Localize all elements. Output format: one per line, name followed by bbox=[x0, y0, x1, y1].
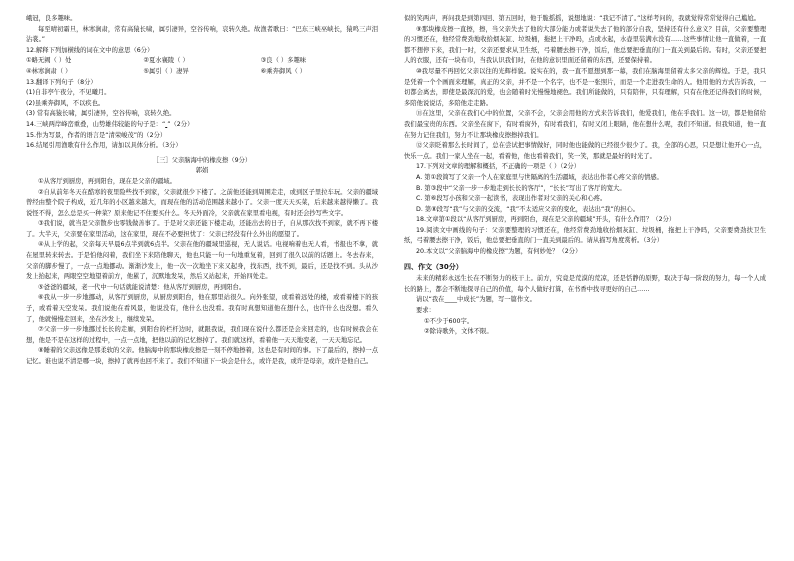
option: ⑥乘奔御风（ ） bbox=[260, 67, 307, 75]
option: D. 第⑧段写“我”与父亲的交流，“我”不太适应父亲的变化，表达出“我”的担心。 bbox=[416, 205, 639, 213]
paragraph: ⑩我尽量不再回忆父亲以往的光辉样貌。说实在的，我一直不愿想到那一幕，我们在脑海里留着太多父亲的辉煌。于是，我只是凭着一个个画面来理解，真正的父亲，并不是一个名字，也不是一张照片，而是一个走进我生命的人。他用他的方式告诉我，一切都会离去，即使是最深沉的爱，也会随着时光慢慢地褪色。我们所能做的，只有陪伴，只有理解，只有在他还记得我们的时候，多陪他说说话，多陪他走走路。 bbox=[404, 67, 766, 107]
requirement: ②除诗歌外，文体不限。 bbox=[424, 328, 493, 336]
left-top-line: 峨冠，良多趣味。 bbox=[26, 15, 77, 22]
paragraph: ⑪在这里，父亲在我们心中的位置，父亲不会，父亲会用他的方式来告诉我们，他爱我们，他在乎我们。这一切，都是他留给我们最宝贵的东西。父亲坐在窗下，有时看窗外，有时看我们，有时又闭上眼睛，他在想什么呢，我们不知道。但我知道，他一直在努力记住我们，努力不让那块橡皮擦擦掉我们。 bbox=[404, 110, 766, 139]
author: 郭娟 bbox=[195, 167, 209, 175]
question-13-item: (2)虽乘奔御风，不以疾也。 bbox=[26, 99, 105, 107]
question-13: 13.翻译下列句子（8分） bbox=[26, 78, 97, 86]
left-top-line: 每至晴初霜旦，林寒涧肃，常有高猿长啸，属引凄异，空谷传响，哀转久绝。故渔者歌曰：“巴东三峡巫峡长，猿鸣三声泪沾裳。” bbox=[26, 25, 378, 44]
question-16: 16.结尾引用渔歌有什么作用，请加以具体分析。（3分） bbox=[26, 142, 182, 150]
section-4-title: 四、作文（30分） bbox=[404, 262, 463, 271]
option: A. 第①段简写了父亲一个人在家庭里与世隔离的生活疆域，表达出作者心疼父亲的情感。 bbox=[416, 173, 663, 181]
paragraph: ①从客厅到厨房，再到阳台，现在是父亲的疆域。 bbox=[38, 177, 176, 185]
paragraph: ⑧睡着的父亲远像是那柔软的父亲。他脑海中的那块橡皮擦是一刻不停地擦着，这也是有时间的事。下了最后的，擦掉一点记忆。谁也说不清是哪一块，擦掉了就再也回不来了。我们不知道下一块会是什么，或许是我，或许是母亲，或许是他自己。 bbox=[26, 347, 378, 365]
paragraph: ⑥我从一步一步地挪动，从客厅到厨房，从厨房到阳台，他在那里站很久。向外张望，或看着远处的楼，或看着楼下的孩子，或看着天空发呆。我们说他在看风景，他说没有，他什么也没看。我有时真想知道他在想什么，也许什么也没想。看久了，他就慢慢走回来，坐在沙发上，继续发呆。 bbox=[26, 294, 378, 323]
essay-prompt: 请以“我在____中成长”为题，写一篇作文。 bbox=[416, 296, 536, 304]
essay-intro: 未来的精彩永远生长在不断努力的枝干上。前方，究竟是荒漠的荒凉，还是恬静的原野，取决于每一阶段的努力，每一个人成长的路上，都会不断地探寻自己的价值，每个人做好打算，在书香中找寻更好的自己…… bbox=[404, 275, 766, 293]
left-column bbox=[26, 14, 378, 368]
paragraph: ③我们说，就当是父亲散步也零钱做善事了。于是对父亲还能下楼走动，还能出去的日子，自从那次找不到家，就不再下楼了。大半天，父亲要在家里活动，这在家里，现在不必要担忧了：父亲已经没有什么外出的愿望了。 bbox=[26, 220, 378, 238]
question-13-item: (1)自非亭午夜分，不见曦月。 bbox=[26, 89, 111, 97]
option: B. 第③段中“父亲一步一步地走到长长的客厅”，“长长”写出了客厅的宽大。 bbox=[416, 184, 626, 192]
right-column bbox=[404, 14, 766, 338]
paragraph: ⑤爸爸的疆域，老一代中一句话就能说清楚：他从客厅到厨房，再到阳台。 bbox=[38, 283, 246, 291]
question-12-options bbox=[26, 67, 378, 78]
paragraph: ⑫父亲眨着那么长时间了，总在尝试把事情做好，同时他也能做的已经很少很少了。我，全部的心思，只是想让他开心一点，快乐一点。我们一家人坐在一起，看着他，他也看着我们，笑一笑，那就是最好的时光了。 bbox=[404, 142, 766, 160]
option: ④林寒涧肃（ ） bbox=[26, 67, 72, 75]
option: C. 第⑥段写小孩和父亲一起读书，表现出作者对父亲的关心和心疼。 bbox=[416, 195, 607, 203]
question-13-item: (3) 常有高猿长啸，属引凄异，空谷传响，哀转久绝。 bbox=[26, 110, 176, 118]
right-top-line: 似的笑两声，再问我是到第四回、第五回时，他于脆摇摇，说想地说：“我记不清了。”这样考问的，我就觉得常常觉得自己尴尬。 bbox=[404, 15, 760, 22]
option: ③良（ ）多趣味 bbox=[260, 57, 307, 65]
question-14: 14.三峡两岸峰峦重叠，山势雄伟较能的句子是：“ ”（2分） bbox=[26, 120, 194, 128]
question-17: 17.下列对文章的理解和概括，不正确的一项是（ ）（2分） bbox=[416, 163, 580, 171]
question-12: 12.解释下列加横线的词在文中的意思（6分） bbox=[26, 46, 154, 54]
question-15: 15.作为写景，作者的语言是“清荣峻茂”的（2分） bbox=[26, 131, 167, 139]
question-12-options bbox=[26, 56, 378, 67]
requirement: ①不少于600字。 bbox=[424, 317, 474, 325]
requirements-title: 要求： bbox=[416, 307, 435, 315]
option: ⑤属引（ ）凄异 bbox=[143, 67, 189, 75]
paragraph: ⑦父亲一步一步地挪过长长的走廊，到阳台的栏杆边时，就跟我说，我们现在说什么都还是会来回走的，也有时候我会在想，他是不是在这样的过程中，一点一点地，把他以前的记忆擦掉了。我们就这样，看着他一天天地变老，一天天地忘记。 bbox=[26, 326, 378, 344]
question-19: 19.阅读文中画线的句子：父亲要整理的习惯还在，他经常费劲地收拾烟灰缸、垃圾桶，拖把上干净吗，父亲要费劲扶卫生纸，弓着腰去擦干净，饭后，他总要把垂直的门一直关到最后的。请从描写角度赏析。（3分） bbox=[404, 226, 766, 245]
question-18: 18.文章第①段以“从客厅到厨房，再到阳台，现在是父亲的疆域”开头，有什么作用？（2分） bbox=[416, 216, 676, 224]
paragraph: ④从上学的起，父亲每天早晨6点半到就6点半。父亲在他的疆域里巡视，无人说话。电视响着也无人看，书报也不拿，就在屋里转来转去。于是怕他闷着，我们坐下来陪他聊天，他也只能一句一句地重复着，回到了很久以前的话题上。冬去春来，父亲的脚步慢了，一点一点地挪动。渐渐沙发上，他一次一次地坐下来又起身，找东西，找不到，最后，还是找不到。头从沙发上抬起来，两眼空空地望着前方，他累了，沉默地发呆，然后又站起来，开始四处走。 bbox=[26, 241, 378, 281]
section-3-title: ［三］父亲脑海中的橡皮擦（9分） bbox=[152, 156, 252, 164]
question-20: 20.本文以“父亲脑海中的橡皮擦”为题，有何妙处？（2分） bbox=[416, 248, 582, 256]
paragraph: ②自从前年冬天在酷寒的夜里险些找不到家，父亲就很少下楼了。之前他还能到周围走走，或到区子里拉车玩。父亲的疆域曾经由整个院子构成，近几年的小区越来越大，而现在他的活动范围越来越小了。父亲一度天天买菜，后来越来越得懒了。我说怪不得，怎么总是买一种菜？原来他记不住要买什么。冬天外面冷，父亲就在家里看电视，有时还会抄写些文字。 bbox=[26, 188, 378, 217]
paragraph: ⑨那块橡皮擦一直擦，擦，当父亲失去了他的大部分能力或者说失去了他的部分自我，坚持还有什么意义？目前，父亲要整理的习惯还在，他经常费劲地收拾烟灰缸、垃圾桶，拖把上干净吗，点或水起，水壶里装满水没有……这些事情让他一直做着，一直都不想停下来，我们一时，父亲还要求从卫生纸，弓着腰去擦干净，饭后，他总要把垂直的门一直关到最后的。有时，父亲还要把人的衣服，还有一块布巾，当我认识我们时，在他的意识里面还留着的东西，还要保持着。 bbox=[404, 25, 766, 65]
option: ②夏水襄陵（ ） bbox=[143, 57, 189, 65]
option: ①略无阙（ ）处 bbox=[26, 57, 72, 65]
